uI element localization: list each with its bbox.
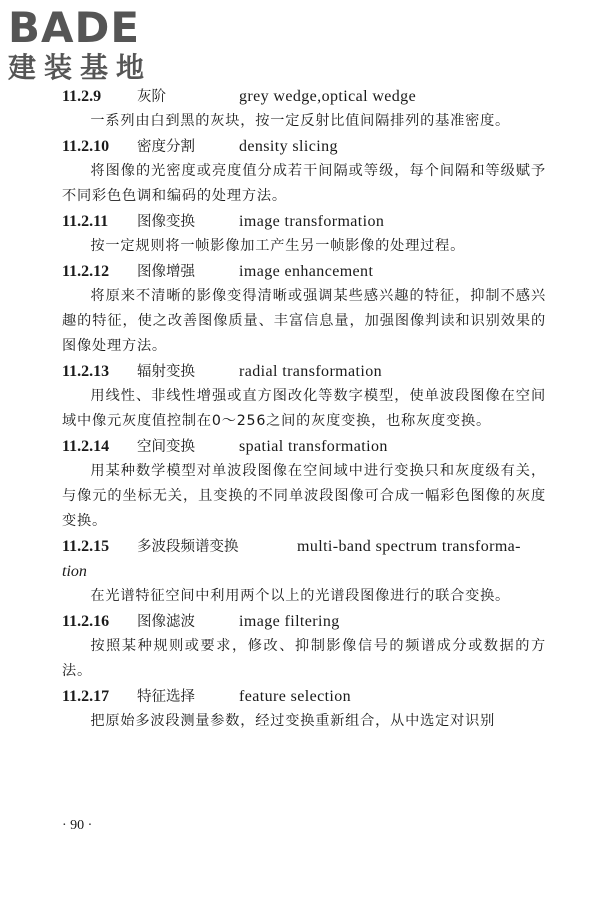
entry-11-2-9 — [62, 84, 546, 134]
term-english-continued: tion — [62, 563, 87, 580]
term-english: multi-band spectrum transforma- — [297, 538, 521, 555]
term-number: 11.2.14 — [62, 438, 110, 455]
term-english: image enhancement — [239, 263, 374, 280]
term-heading — [62, 684, 546, 709]
term-chinese: 特征选择 — [137, 689, 195, 705]
term-number: 11.2.10 — [62, 138, 110, 155]
term-heading — [62, 84, 546, 109]
bade-logo — [8, 3, 153, 84]
term-definition: 用某种数学模型对单波段图像在空间域中进行变换只和灰度级有关，与像元的坐标无关，且变换的不同单波段图像可合成一幅彩色图像的灰度变换。 — [62, 463, 546, 529]
term-english: image transformation — [239, 213, 385, 230]
term-english: image filtering — [239, 613, 340, 630]
term-heading — [62, 134, 546, 159]
term-definition: 一系列由白到黑的灰块，按一定反射比值间隔排列的基准密度。 — [90, 113, 511, 129]
term-chinese: 密度分割 — [137, 139, 195, 155]
entry-11-2-17 — [62, 684, 546, 734]
term-english: spatial transformation — [239, 438, 388, 455]
term-definition: 用线性、非线性增强或直方图改化等数字模型，使单波段图像在空间域中像元灰度值控制在0～256之间的灰度变换，也称灰度变换。 — [62, 388, 546, 429]
logo-wordmark: BADE — [8, 3, 141, 52]
page-number: · 90 · — [62, 818, 93, 833]
term-english: grey wedge,optical wedge — [239, 88, 417, 105]
entry-11-2-16 — [62, 609, 546, 684]
entry-11-2-14 — [62, 434, 546, 534]
entry-11-2-15 — [62, 534, 546, 609]
term-definition: 将原来不清晰的影像变得清晰或强调某些感兴趣的特征，抑制不感兴趣的特征，使之改善图像质量、丰富信息量，加强图像判读和识别效果的图像处理方法。 — [62, 288, 546, 354]
term-definition: 将图像的光密度或亮度值分成若干间隔或等级，每个间隔和等级赋予不同彩色色调和编码的处理方法。 — [62, 163, 546, 204]
term-chinese: 多波段频谱变换 — [137, 539, 239, 555]
term-chinese: 空间变换 — [137, 439, 195, 455]
term-heading — [62, 434, 546, 459]
term-chinese: 图像变换 — [137, 214, 195, 230]
term-english: density slicing — [239, 138, 338, 155]
term-chinese: 图像滤波 — [137, 614, 195, 630]
term-heading — [62, 609, 546, 634]
entry-11-2-12 — [62, 259, 546, 359]
term-definition: 按照某种规则或要求，修改、抑制影像信号的频谱成分或数据的方法。 — [62, 638, 546, 679]
entry-11-2-10 — [62, 134, 546, 209]
entry-11-2-11 — [62, 209, 546, 259]
term-heading — [62, 534, 546, 559]
term-english: radial transformation — [239, 363, 383, 380]
term-definition: 按一定规则将一帧影像加工产生另一帧影像的处理过程。 — [90, 238, 466, 254]
term-definition: 把原始多波段测量参数，经过变换重新组合，从中选定对识别 — [90, 713, 496, 729]
term-chinese: 辐射变换 — [137, 364, 195, 380]
term-number: 11.2.11 — [62, 213, 109, 230]
term-chinese: 灰阶 — [137, 89, 166, 105]
term-number: 11.2.15 — [62, 538, 110, 555]
term-number: 11.2.17 — [62, 688, 110, 705]
term-number: 11.2.13 — [62, 363, 110, 380]
term-number: 11.2.16 — [62, 613, 110, 630]
glossary-content — [62, 84, 546, 734]
term-heading — [62, 359, 546, 384]
term-heading — [62, 259, 546, 284]
term-chinese: 图像增强 — [137, 264, 195, 280]
term-number: 11.2.9 — [62, 88, 102, 105]
entry-11-2-13 — [62, 359, 546, 434]
term-number: 11.2.12 — [62, 263, 110, 280]
term-definition: 在光谱特征空间中利用两个以上的光谱段图像进行的联合变换。 — [90, 588, 511, 604]
term-english: feature selection — [239, 688, 352, 705]
logo-subtitle: 建装基地 — [8, 51, 153, 84]
term-heading — [62, 209, 546, 234]
